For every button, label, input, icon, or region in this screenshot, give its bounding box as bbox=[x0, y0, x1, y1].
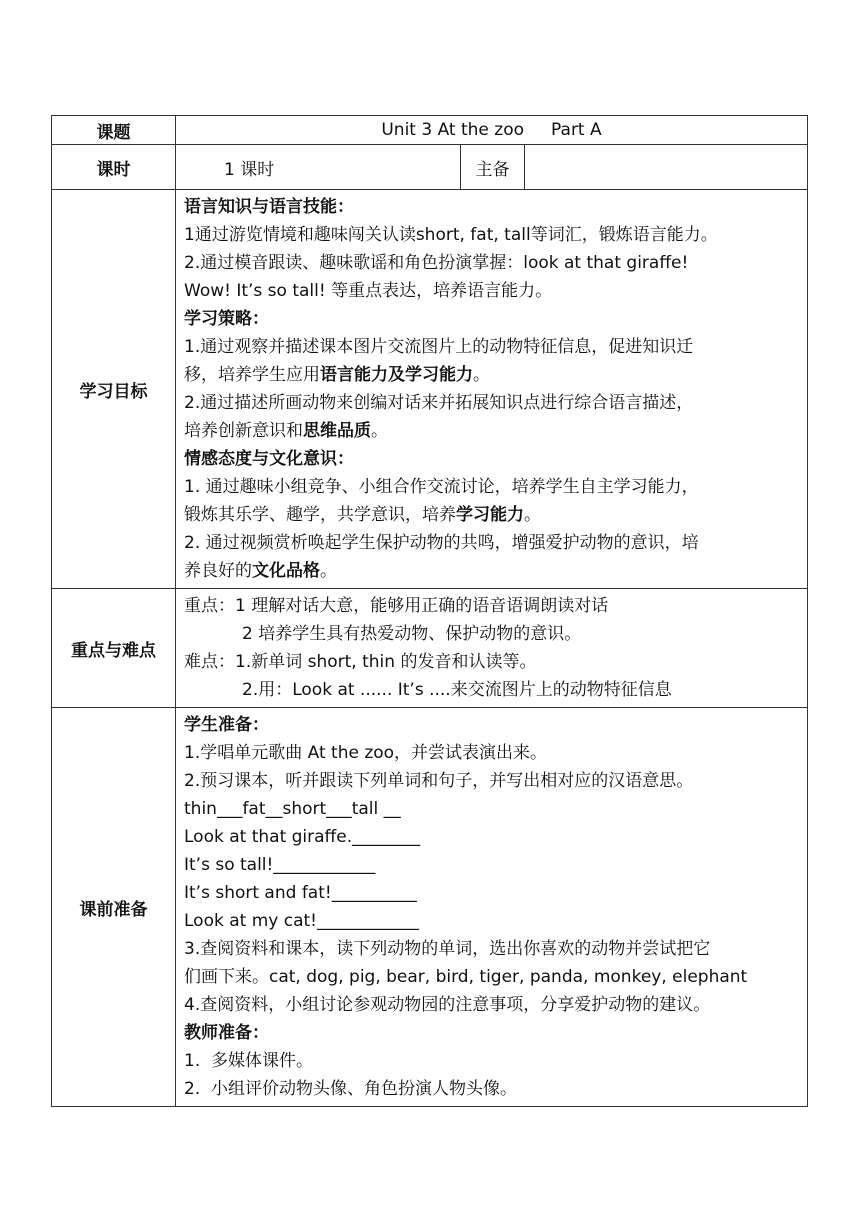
text-span: 锻炼其乐学、趣学，共学意识，培养 bbox=[184, 505, 456, 525]
text-span: 养良好的 bbox=[184, 561, 252, 581]
text-span: 。 bbox=[320, 561, 337, 581]
bold-text: 思维品质 bbox=[303, 421, 371, 441]
text-span: 。 bbox=[371, 421, 388, 441]
preparation-label: 课前准备 bbox=[52, 708, 176, 1107]
period-row bbox=[52, 145, 808, 190]
text-span: 移，培养学生应用 bbox=[184, 365, 320, 385]
objectives-line bbox=[184, 361, 801, 389]
bold-text: 文化品格 bbox=[252, 561, 320, 581]
objectives-row bbox=[52, 190, 808, 589]
preparation-line: Look at that giraffe.________ bbox=[184, 827, 421, 847]
preparation-line: 2. 小组评价动物头像、角色扮演人物头像。 bbox=[184, 1079, 518, 1099]
keypoints-line: 重点：1 理解对话大意，能够用正确的语音语调朗读对话 bbox=[184, 596, 609, 616]
topic-row bbox=[52, 116, 808, 145]
preparation-line: thin___fat__short___tall __ bbox=[184, 799, 401, 819]
text-span: 。 bbox=[473, 365, 490, 385]
keypoints-content bbox=[176, 589, 808, 708]
preparation-content bbox=[176, 708, 808, 1107]
text-span: 。 bbox=[524, 505, 541, 525]
preparation-heading-teacher: 教师准备： bbox=[184, 1023, 269, 1043]
preparer-label: 主备 bbox=[461, 145, 525, 190]
preparation-row bbox=[52, 708, 808, 1107]
preparation-line: 1. 多媒体课件。 bbox=[184, 1051, 314, 1071]
objectives-line: 2.通过模音跟读、趣味歌谣和角色扮演掌握：look at that giraffe! bbox=[184, 253, 689, 273]
objectives-line bbox=[184, 501, 801, 529]
objectives-line: 1.通过观察并描述课本图片交流图片上的动物特征信息，促进知识迁 bbox=[184, 337, 694, 357]
objectives-line: 1. 通过趣味小组竞争、小组合作交流讨论，培养学生自主学习能力， bbox=[184, 477, 699, 497]
preparation-line: 们画下来。cat, dog, pig, bear, bird, tiger, panda, monkey, elephant bbox=[184, 967, 748, 987]
objectives-line: 2. 通过视频赏析唤起学生保护动物的共鸣，增强爱护动物的意识，培 bbox=[184, 533, 699, 553]
preparer-value bbox=[525, 145, 808, 190]
objectives-line bbox=[184, 557, 801, 585]
preparation-line: It’s so tall!____________ bbox=[184, 855, 376, 875]
objectives-line bbox=[184, 417, 801, 445]
period-label: 课时 bbox=[52, 145, 176, 190]
keypoints-label: 重点与难点 bbox=[52, 589, 176, 708]
keypoints-line: 2 培养学生具有热爱动物、保护动物的意识。 bbox=[242, 624, 582, 644]
topic-label: 课题 bbox=[52, 116, 176, 145]
preparation-line: 1.学唱单元歌曲 At the zoo，并尝试表演出来。 bbox=[184, 743, 548, 763]
objectives-heading-emotion: 情感态度与文化意识： bbox=[184, 449, 354, 469]
objectives-line: 2.通过描述所画动物来创编对话来并拓展知识点进行综合语言描述， bbox=[184, 393, 694, 413]
keypoints-row bbox=[52, 589, 808, 708]
preparation-line: Look at my cat!____________ bbox=[184, 911, 419, 931]
preparation-heading-student: 学生准备： bbox=[184, 715, 269, 735]
preparation-line: It’s short and fat!__________ bbox=[184, 883, 417, 903]
preparation-line: 3.查阅资料和课本，读下列动物的单词，选出你喜欢的动物并尝试把它 bbox=[184, 939, 711, 959]
objectives-line: 1通过游览情境和趣味闯关认读short, fat, tall等词汇，锻炼语言能力。 bbox=[184, 225, 718, 245]
objectives-line: Wow! It’s so tall! 等重点表达，培养语言能力。 bbox=[184, 281, 553, 301]
lesson-plan-table bbox=[51, 115, 808, 1107]
bold-text: 语言能力及学习能力 bbox=[320, 365, 473, 385]
text-span: 培养创新意识和 bbox=[184, 421, 303, 441]
objectives-heading-strategy: 学习策略： bbox=[184, 309, 269, 329]
preparation-line: 2.预习课本，听并跟读下列单词和句子，并写出相对应的汉语意思。 bbox=[184, 771, 694, 791]
keypoints-line: 2.用：Look at ...... It’s ....来交流图片上的动物特征信息 bbox=[242, 680, 672, 700]
topic-title: Unit 3 At the zoo Part A bbox=[176, 116, 808, 145]
objectives-label: 学习目标 bbox=[52, 190, 176, 589]
bold-text: 学习能力 bbox=[456, 505, 524, 525]
keypoints-line: 难点：1.新单词 short, thin 的发音和认读等。 bbox=[184, 652, 537, 672]
period-value: 1 课时 bbox=[176, 145, 461, 190]
objectives-content bbox=[176, 190, 808, 589]
objectives-heading-knowledge: 语言知识与语言技能： bbox=[184, 197, 354, 217]
preparation-line: 4.查阅资料，小组讨论参观动物园的注意事项，分享爱护动物的建议。 bbox=[184, 995, 711, 1015]
